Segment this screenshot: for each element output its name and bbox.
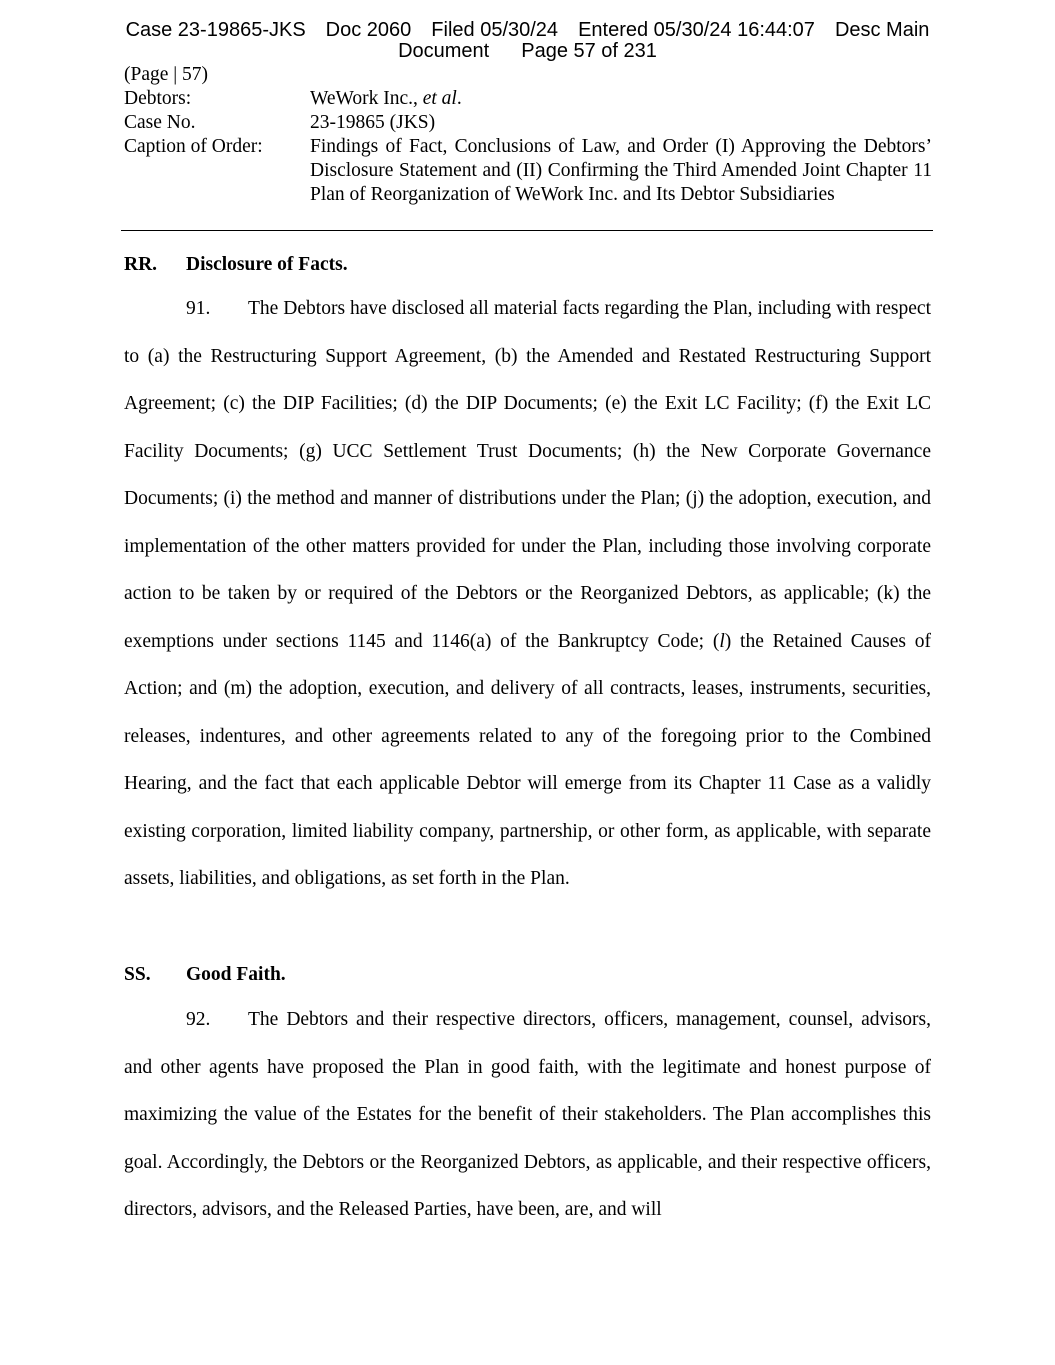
- page-marker: (Page | 57): [124, 64, 209, 85]
- case-value: 23-19865 (JKS): [310, 112, 436, 133]
- caption-row-case: [124, 111, 932, 135]
- order-caption-label: Caption of Order:: [124, 136, 263, 157]
- paragraph-91: [124, 285, 931, 903]
- section-letter: SS.: [124, 964, 151, 985]
- section-title: Good Faith.: [186, 964, 286, 985]
- case-label: Case No.: [124, 112, 196, 133]
- case-number-stamp: Case 23-19865-JKS: [125, 19, 306, 41]
- section-title: Disclosure of Facts.: [186, 254, 348, 275]
- page-count-stamp: Page 57 of 231: [521, 40, 657, 62]
- filing-stamp-line-2: [0, 41, 1055, 62]
- paragraph-italic-letter: l: [719, 630, 725, 652]
- desc-stamp: Desc Main: [834, 19, 930, 41]
- debtors-value: WeWork Inc., et al.: [310, 88, 462, 109]
- paragraph-number: 91.: [186, 298, 211, 319]
- caption-row-order: [124, 135, 932, 207]
- paragraph-92: [124, 996, 931, 1234]
- entered-date-stamp: Entered 05/30/24 16:44:07: [578, 19, 815, 41]
- section-heading-ss: [124, 963, 286, 987]
- paragraph-number: 92.: [186, 1009, 211, 1030]
- caption-divider: [121, 230, 933, 231]
- paragraph-text: The Debtors and their respective directors, officers, management, counsel, advisors, and other agents have proposed the Plan in good faith, with the legitimate and honest purpose of maximizing the value of the Estates for the benefit of their stakeholders. The Plan accomplishes this goal. Accordingly, the Debtors or the Reorganized Debtors, as applicable, and their respective officers, directors, advisors, and the Released Parties, have been, are, and will: [124, 1009, 931, 1220]
- filing-stamp-line-1: [0, 20, 1055, 41]
- paragraph-text-continued: ) the Retained Causes of Action; and (m) the adoption, execution, and delivery of all contracts, leases, instruments, securities, releases, indentures, and other agreements related to any of the foregoing prior to the Combined Hearing, and the fact that each applicable Debtor will emerge from its Chapter 11 Case as a validly existing corporation, limited liability company, partnership, or other form, as applicable, with separate assets, liabilities, and obligations, as set forth in the Plan.: [124, 630, 931, 889]
- filed-date-stamp: Filed 05/30/24: [431, 19, 559, 41]
- caption-row-debtors: [124, 87, 932, 111]
- section-heading-rr: [124, 253, 348, 277]
- section-letter: RR.: [124, 254, 158, 275]
- order-caption-value: Findings of Fact, Conclusions of Law, and Order (I) Approving the Debtors’ Disclosure Statement and (II) Confirming the Third Amended Joint Chapter 11 Plan of Reorganization of WeWork Inc. and Its Debtor Subsidiaries: [310, 136, 932, 205]
- order-caption: [124, 63, 932, 207]
- document-stamp: Document: [398, 40, 490, 62]
- doc-number-stamp: Doc 2060: [325, 19, 412, 41]
- filing-stamp: [0, 20, 1055, 62]
- paragraph-text: The Debtors have disclosed all material facts regarding the Plan, including with respect to (a) the Restructuring Support Agreement, (b) the Amended and Restated Restructuring Support Agreement; (c) the DIP Facilities; (d) the DIP Documents; (e) the Exit LC Facility; (f) the Exit LC Facility Documents; (g) UCC Settlement Trust Documents; (h) the New Corporate Governance Documents; (i) the method and manner of distributions under the Plan; (j) the adoption, execution, and implementation of the other matters provided for under the Plan, including those involving corporate action to be taken by or required of the Debtors or the Reorganized Debtors, as applicable; (k) the exemptions under sections 1145 and 1146(a) of the Bankruptcy Code; (: [124, 298, 931, 652]
- debtors-label: Debtors:: [124, 88, 192, 109]
